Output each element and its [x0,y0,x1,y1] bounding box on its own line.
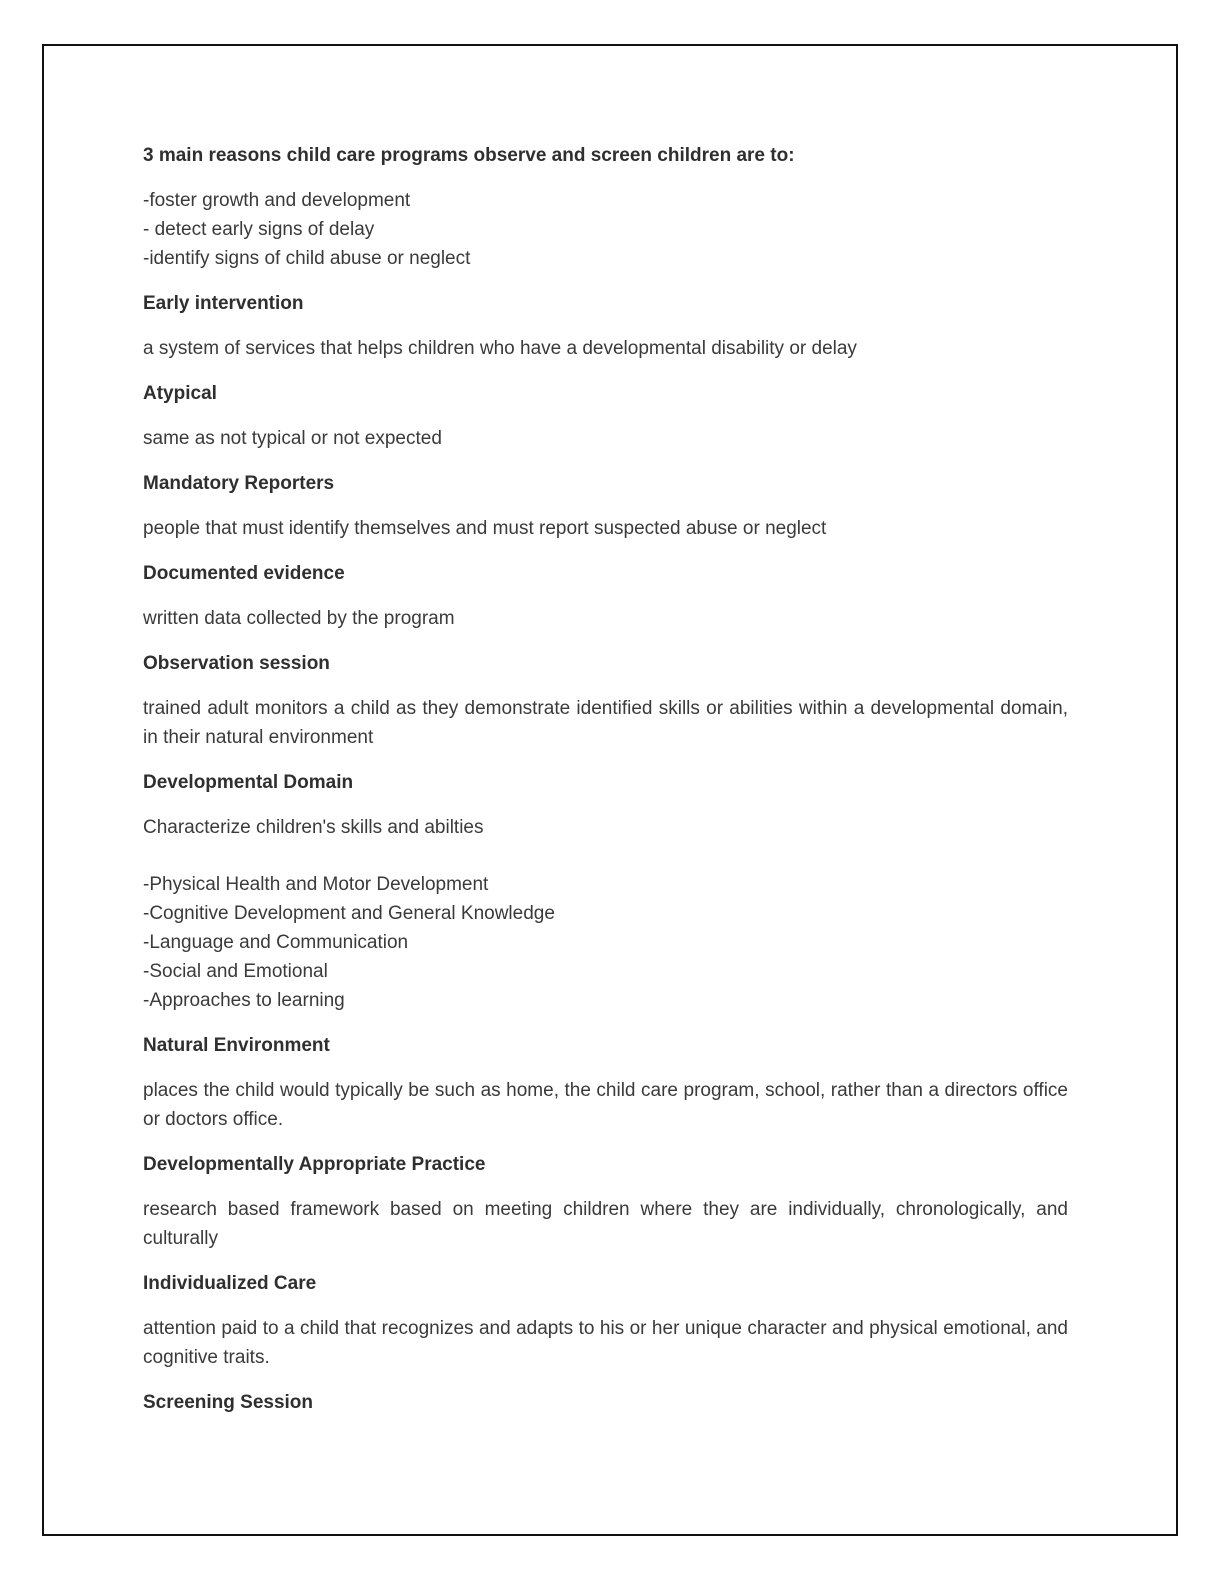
list-line: -Social and Emotional [143,961,328,982]
list-line: -foster growth and development [143,190,411,211]
section-heading-mandatory-reporters: Mandatory Reporters [143,473,335,494]
blank-line [143,858,1068,870]
section-heading-main-reasons: 3 main reasons child care programs observe and screen children are to: [143,145,795,166]
definition-developmental-domain: Characterize children's skills and abilties [143,817,484,838]
definition-mandatory-reporters: people that must identify themselves and must report suspected abuse or neglect [143,518,827,539]
section-heading-developmentally-appropriate-practice: Developmentally Appropriate Practice [143,1154,486,1175]
list-line: -Cognitive Development and General Knowledge [143,903,555,924]
list-line: -Physical Health and Motor Development [143,874,489,895]
reasons-list [143,186,1068,273]
definition-developmentally-appropriate-practice: research based framework based on meeting children where they are individually, chronologically, and culturally [143,1199,1068,1249]
section-heading-natural-environment: Natural Environment [143,1035,330,1056]
section-heading-atypical: Atypical [143,383,217,404]
list-line: -Language and Communication [143,932,409,953]
definition-natural-environment: places the child would typically be such as home, the child care program, school, rather than a directors office or doctors office. [143,1080,1068,1130]
definition-documented-evidence: written data collected by the program [143,608,455,629]
domains-list [143,870,1068,1015]
section-heading-early-intervention: Early intervention [143,293,304,314]
definition-observation-session: trained adult monitors a child as they demonstrate identified skills or abilities within a developmental domain, in their natural environment [143,698,1068,748]
list-line: -Approaches to learning [143,990,345,1011]
section-heading-screening-session: Screening Session [143,1392,314,1413]
definition-atypical: same as not typical or not expected [143,428,442,449]
section-heading-developmental-domain: Developmental Domain [143,772,354,793]
list-line: - detect early signs of delay [143,219,375,240]
list-line: -identify signs of child abuse or neglect [143,248,471,269]
definition-early-intervention: a system of services that helps children who have a developmental disability or delay [143,338,857,359]
section-heading-individualized-care: Individualized Care [143,1273,317,1294]
document-content [143,141,1068,1433]
definition-individualized-care: attention paid to a child that recognizes and adapts to his or her unique character and physical emotional, and cognitive traits. [143,1318,1068,1368]
section-heading-documented-evidence: Documented evidence [143,563,345,584]
section-heading-observation-session: Observation session [143,653,330,674]
